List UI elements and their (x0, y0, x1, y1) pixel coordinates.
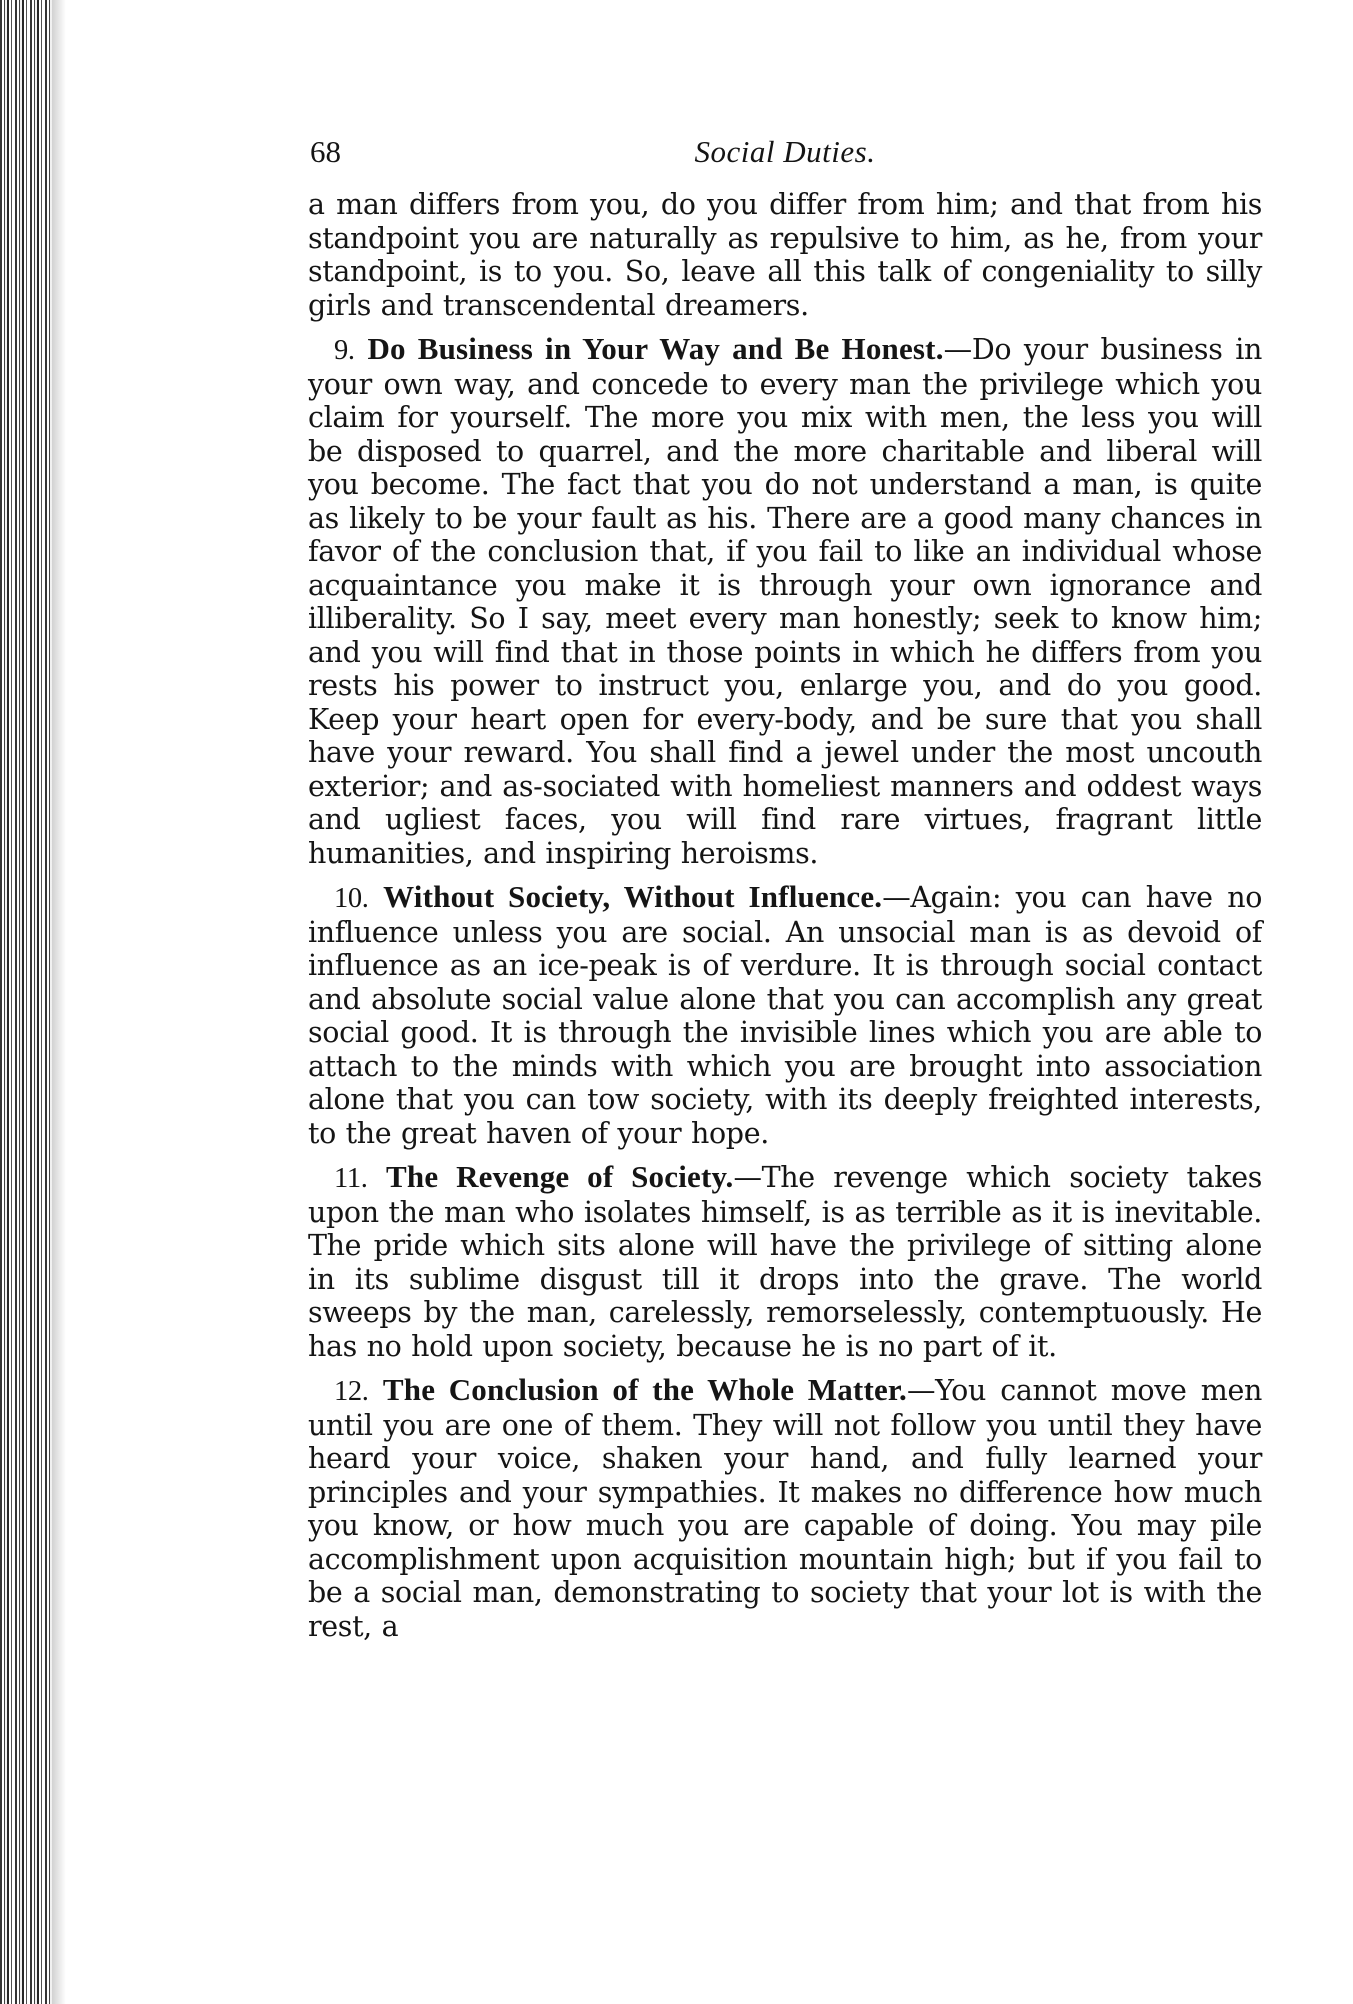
section-heading: Without Society, Without Influence. (383, 879, 883, 914)
section-heading: Do Business in Your Way and Be Honest. (367, 331, 944, 366)
paragraph-section-12 (308, 1373, 1262, 1643)
book-page (308, 134, 1262, 1653)
gutter-shadow (52, 0, 66, 2004)
section-number: 11. (334, 1163, 368, 1194)
paragraph-text: —You cannot move men until you are one of them. They will not follow you until they have heard your voice, shaken your hand, and fully learned your principles and your sympathies. It makes no difference how much you know, or how much you are capable of doing. You may pile accomplishment upon acquisition mountain high; but if you fail to be a social man, demonstrating to society that your lot is with the rest, a (308, 1374, 1262, 1643)
paragraph-text: —Do your business in your own way, and concede to every man the privilege which you claim for yourself. The more you mix with men, the less you will be disposed to quarrel, and the more charitable and liberal will you become. The fact that you do not understand a man, is quite as likely to be your fault as his. There are a good many chances in favor of the conclusion that, if you fail to like an individual whose acquaintance you make it is through your own ignorance and illiberality. So I say, meet every man honestly; seek to know him; and you will find that in those points in which he differs from you rests his power to instruct you, enlarge you, and do you good. Keep your heart open for every-body, and be sure that you shall have your reward. You shall find a jewel under the most uncouth exterior; and as-sociated with homeliest manners and oddest ways and ugliest faces, you will find rare virtues, fragrant little humanities, and inspiring heroisms. (308, 333, 1262, 870)
section-number: 10. (334, 883, 369, 914)
page-header (308, 134, 1262, 182)
paragraph-text: —Again: you can have no influence unless you are social. An unsocial man is as devoid of influence as an ice-peak is of verdure. It is through social contact and absolute social value alone that you can accomplish any great social good. It is through the invisible lines which you are able to attach to the minds with which you are brought into association alone that you can tow society, with its deeply freighted interests, to the great haven of your hope. (308, 881, 1263, 1150)
running-title: Social Duties. (694, 134, 876, 169)
paragraph-section-11 (308, 1160, 1262, 1363)
section-heading: The Revenge of Society. (386, 1159, 734, 1194)
paragraph-continuation (308, 188, 1262, 322)
paragraph-section-9 (308, 332, 1262, 870)
paragraph-text: —The revenge which society takes upon the man who isolates himself, is as terrible as it is inevitable. The pride which sits alone will have the privilege of sitting alone in its sublime disgust till it drops into the grave. The world sweeps by the man, carelessly, remorselessly, contemptuously. He has no hold upon society, because he is no part of it. (308, 1161, 1262, 1363)
paragraph-section-10 (308, 880, 1262, 1150)
page-number: 68 (310, 134, 341, 169)
section-heading: The Conclusion of the Whole Matter. (382, 1372, 907, 1407)
paragraph-text: a man differs from you, do you differ from him; and that from his standpoint you are naturally as repulsive to him, as he, from your standpoint, is to you. So, leave all this talk of congeniality to silly girls and transcendental dreamers. (308, 188, 1262, 322)
section-number: 12. (334, 1376, 369, 1407)
section-number: 9. (334, 335, 355, 366)
book-binding-edge (0, 0, 52, 2004)
